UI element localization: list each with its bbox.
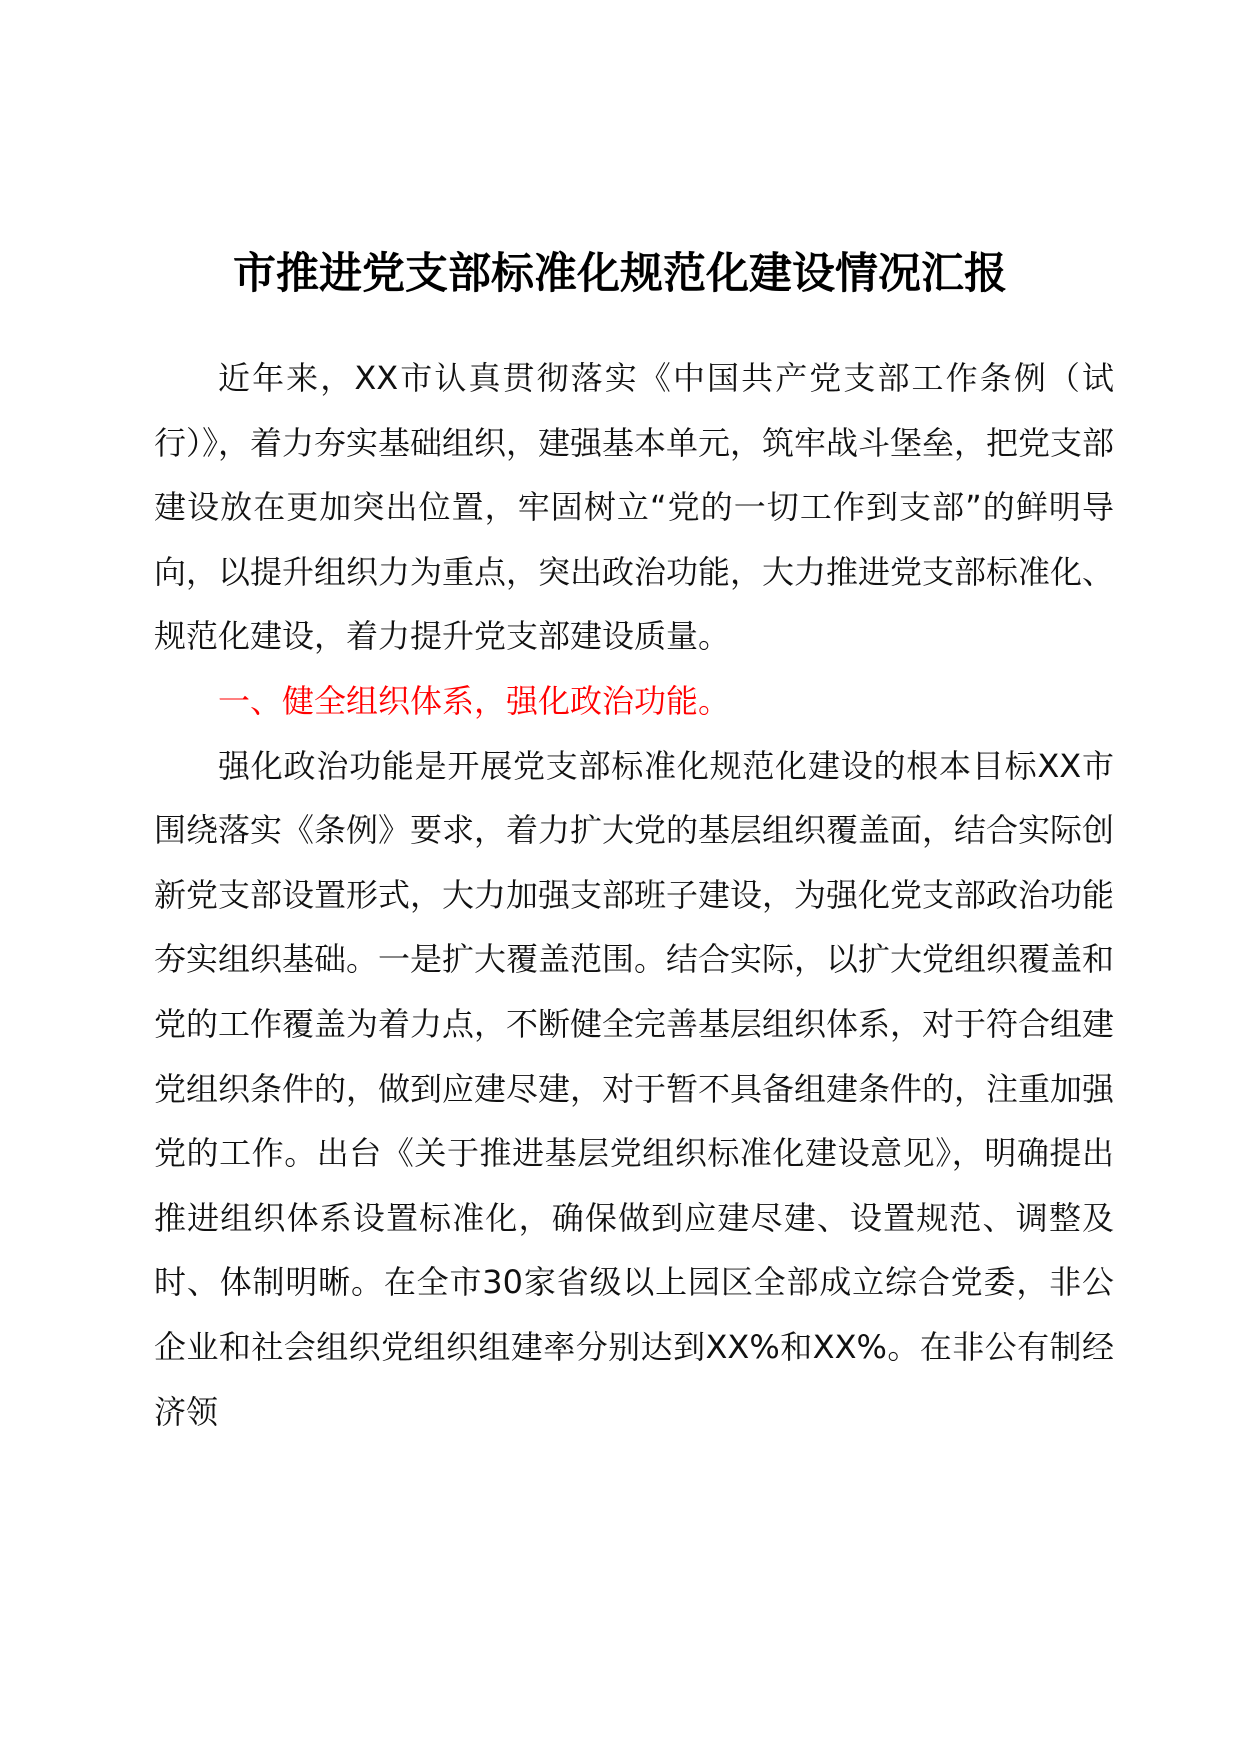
intro-paragraph: 近年来，XX市认真贯彻落实《中国共产党支部工作条例（试行）》，着力夯实基础组织，建强基本单元，筑牢战斗堡垒，把党支部建设放在更加突出位置，牢固树立“党的一切工作到支部”的鲜明导向，以提升组织力为重点，突出政治功能，大力推进党支部标准化、规范化建设，着力提升党支部建设质量。 <box>154 359 1115 656</box>
section-1-paragraph: 强化政治功能是开展党支部标准化规范化建设的根本目标XX市围绕落实《条例》要求，着力扩大党的基层组织覆盖面，结合实际创新党支部设置形式，大力加强支部班子建设，为强化党支部政治功能夯实组织基础。一是扩大覆盖范围。结合实际，以扩大党组织覆盖和党的工作覆盖为着力点，不断健全完善基层组织体系，对于符合组建党组织条件的，做到应建尽建，对于暂不具备组建条件的，注重加强党的工作。出台《关于推进基层党组织标准化建设意见》，明确提出推进组织体系设置标准化，确保做到应建尽建、设置规范、调整及时、体制明晰。在全市30家省级以上园区全部成立综合党委，非公企业和社会组织党组织组建率分别达到XX%和XX%。在非公有制经济领 <box>154 746 1115 1431</box>
document-body <box>154 346 1114 1444</box>
page-title: 市推进党支部标准化规范化建设情况汇报 <box>233 249 1007 299</box>
section-heading-1: 一、健全组织体系，强化政治功能。 <box>218 681 731 720</box>
